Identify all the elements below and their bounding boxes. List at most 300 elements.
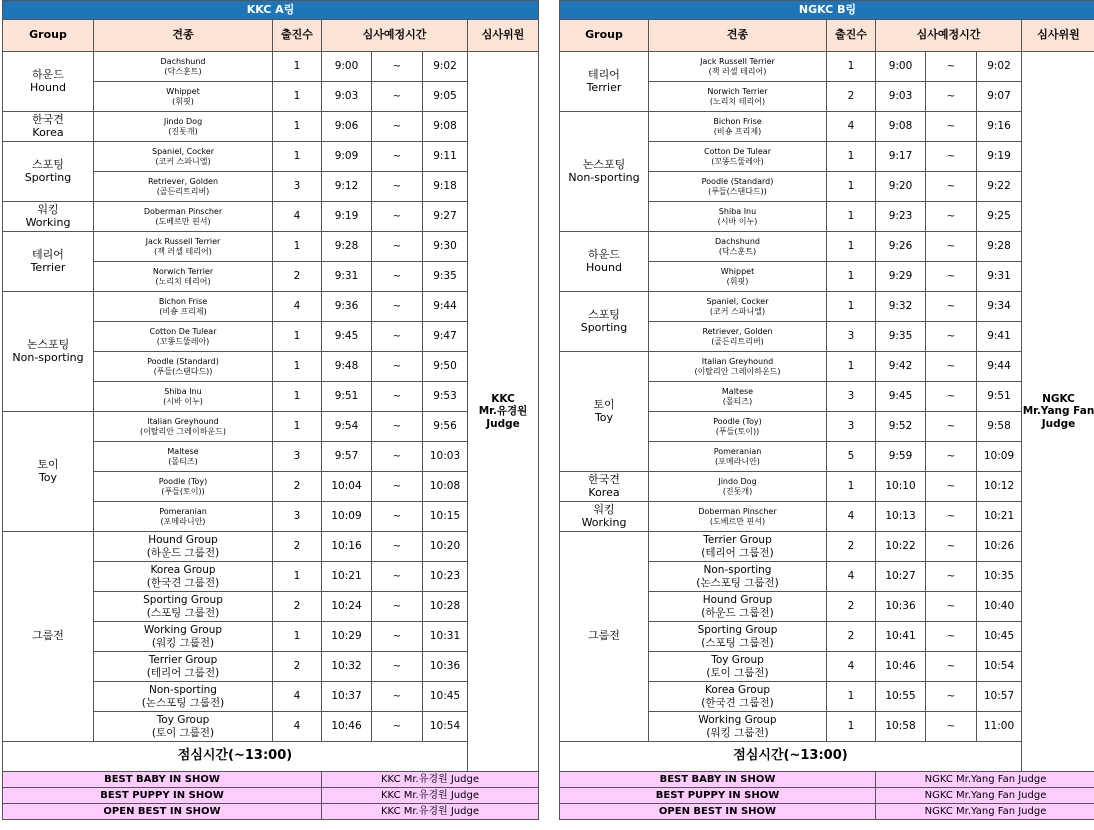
time-separator: ~ <box>926 442 977 472</box>
breed-cell <box>649 682 827 712</box>
end-time: 10:36 <box>423 652 468 682</box>
table-row <box>3 202 539 232</box>
ring-title: KKC A링 <box>3 1 539 20</box>
end-time: 9:30 <box>423 232 468 262</box>
group-name-en: Working <box>25 215 71 229</box>
header-judge: 심사위원 <box>468 20 539 52</box>
breed-name-en: Retriever, Golden <box>147 177 219 187</box>
time-separator: ~ <box>926 532 977 562</box>
breed-name-en: Pomeranian <box>713 447 762 457</box>
group-name-ko: 한국견 <box>588 472 620 486</box>
start-time: 10:21 <box>322 562 372 592</box>
breed-name-ko: (코커 스파니엘) <box>155 156 211 166</box>
entry-count: 1 <box>273 52 322 82</box>
ring-title-row <box>560 1 1094 20</box>
breed-cell <box>94 382 273 412</box>
breed-name-en: Shiba Inu <box>164 387 202 397</box>
entry-count: 1 <box>273 322 322 352</box>
breed-name-ko: (토이 그룹전) <box>706 666 769 679</box>
group-name-en: Toy <box>594 410 614 424</box>
breed-name-en: Doberman Pinscher <box>143 207 223 217</box>
group-name-en: Korea <box>32 125 64 139</box>
breed-name-ko: (시바 이누) <box>717 216 758 226</box>
group-name-ko: 토이 <box>37 457 59 471</box>
lunch-time: 점심시간(~13:00) <box>3 742 468 772</box>
time-separator: ~ <box>926 682 977 712</box>
end-time: 9:50 <box>423 352 468 382</box>
header-row <box>560 20 1094 52</box>
group-cell <box>3 532 94 742</box>
entry-count: 4 <box>273 682 322 712</box>
group-cell <box>3 412 94 532</box>
table-row <box>560 292 1094 322</box>
breed-cell <box>94 322 273 352</box>
entry-count: 4 <box>273 712 322 742</box>
entry-count: 2 <box>827 532 876 562</box>
breed-name-en: Italian Greyhound <box>701 357 774 367</box>
breed-name-ko: (도베르만 핀셔) <box>155 216 211 226</box>
start-time: 9:45 <box>322 322 372 352</box>
judge-cell <box>1022 52 1094 772</box>
start-time: 9:17 <box>876 142 926 172</box>
end-time: 9:18 <box>423 172 468 202</box>
time-separator: ~ <box>372 232 423 262</box>
table-row <box>560 112 1094 142</box>
time-separator: ~ <box>372 322 423 352</box>
start-time: 10:29 <box>322 622 372 652</box>
group-name-ko: 그룹전 <box>588 629 620 643</box>
group-cell <box>3 202 94 232</box>
group-cell <box>3 232 94 292</box>
end-time: 10:12 <box>977 472 1022 502</box>
start-time: 9:31 <box>322 262 372 292</box>
time-separator: ~ <box>372 382 423 412</box>
time-separator: ~ <box>372 472 423 502</box>
start-time: 10:32 <box>322 652 372 682</box>
start-time: 9:19 <box>322 202 372 232</box>
breed-cell <box>94 652 273 682</box>
group-cell <box>560 232 649 292</box>
breed-cell <box>94 502 273 532</box>
breed-name-en: Non-sporting <box>149 684 217 697</box>
entry-count: 4 <box>273 202 322 232</box>
start-time: 9:03 <box>876 82 926 112</box>
breed-name-en: Hound Group <box>148 534 218 547</box>
breed-name-en: Non-sporting <box>703 564 772 577</box>
group-name-ko: 그룹전 <box>32 629 64 643</box>
award-label: OPEN BEST IN SHOW <box>3 804 322 820</box>
breed-name-en: Working Group <box>143 624 223 637</box>
start-time: 10:36 <box>876 592 926 622</box>
award-judge: NGKC Mr.Yang Fan Judge <box>876 804 1094 820</box>
start-time: 10:09 <box>322 502 372 532</box>
breed-name-ko: (한국견 그룹전) <box>701 696 774 709</box>
end-time: 10:09 <box>977 442 1022 472</box>
table-row <box>560 472 1094 502</box>
time-separator: ~ <box>372 502 423 532</box>
breed-name-ko: (골든리트리버) <box>711 336 764 346</box>
breed-cell <box>649 82 827 112</box>
breed-name-ko: (스포팅 그룹전) <box>146 606 220 619</box>
start-time: 9:08 <box>876 112 926 142</box>
breed-name-en: Dachshund <box>715 237 760 247</box>
breed-name-ko: (닥스훈트) <box>164 66 202 76</box>
breed-name-ko: (비숑 프리제) <box>713 126 762 136</box>
entry-count: 2 <box>273 652 322 682</box>
time-separator: ~ <box>372 142 423 172</box>
breed-name-en: Maltese <box>721 387 754 397</box>
breed-cell <box>649 232 827 262</box>
judge-line: Judge <box>1041 417 1076 430</box>
breed-cell <box>94 712 273 742</box>
breed-name-ko: (진돗개) <box>168 126 198 136</box>
group-name-en: Korea <box>588 485 620 499</box>
end-time: 10:35 <box>977 562 1022 592</box>
lunch-row <box>560 742 1094 772</box>
breed-cell <box>94 292 273 322</box>
breed-cell <box>649 172 827 202</box>
breed-name-en: Korea Group <box>150 564 216 577</box>
lunch-row <box>3 742 539 772</box>
group-name-ko: 워킹 <box>37 202 59 216</box>
ring-b-body <box>560 1 1094 820</box>
best-in-show-row <box>3 804 539 820</box>
breed-name-ko: (꼬똥드뚤레아) <box>156 336 210 346</box>
time-separator: ~ <box>926 382 977 412</box>
table-row <box>3 532 539 562</box>
start-time: 9:00 <box>876 52 926 82</box>
end-time: 10:31 <box>423 622 468 652</box>
entry-count: 1 <box>827 52 876 82</box>
judge-line: Judge <box>486 417 520 430</box>
breed-name-en: Toy Group <box>711 654 764 667</box>
group-cell <box>560 352 649 472</box>
group-name-ko: 논스포팅 <box>582 157 626 171</box>
start-time: 10:37 <box>322 682 372 712</box>
start-time: 9:20 <box>876 172 926 202</box>
breed-name-ko: (스포팅 그룹전) <box>701 636 774 649</box>
header-count: 출진수 <box>273 20 322 52</box>
end-time: 10:21 <box>977 502 1022 532</box>
entry-count: 4 <box>827 502 876 532</box>
breed-name-ko: (휘핏) <box>172 96 194 106</box>
ring-a-schedule-table <box>2 0 539 820</box>
breed-cell <box>94 202 273 232</box>
entry-count: 2 <box>827 622 876 652</box>
group-name-ko: 스포팅 <box>588 307 620 321</box>
time-separator: ~ <box>926 472 977 502</box>
breed-name-ko: (노리치 테리어) <box>155 276 211 286</box>
entry-count: 3 <box>827 322 876 352</box>
end-time: 9:28 <box>977 232 1022 262</box>
best-in-show-row <box>560 804 1094 820</box>
breed-name-en: Jindo Dog <box>718 477 757 487</box>
start-time: 10:22 <box>876 532 926 562</box>
group-cell <box>560 52 649 112</box>
end-time: 9:02 <box>977 52 1022 82</box>
breed-cell <box>94 232 273 262</box>
breed-name-en: Whippet <box>720 267 755 277</box>
header-row <box>3 20 539 52</box>
breed-name-en: Shiba Inu <box>718 207 757 217</box>
ring-a-body <box>3 1 539 820</box>
breed-name-en: Sporting Group <box>697 624 778 637</box>
breed-name-ko: (꼬똥드뚤레아) <box>711 156 764 166</box>
breed-cell <box>649 322 827 352</box>
entry-count: 4 <box>827 112 876 142</box>
judge-line: NGKC <box>1042 393 1075 406</box>
start-time: 9:42 <box>876 352 926 382</box>
breed-name-en: Doberman Pinscher <box>698 507 777 517</box>
breed-name-en: Spaniel, Cocker <box>151 147 215 157</box>
time-separator: ~ <box>926 412 977 442</box>
entry-count: 2 <box>273 592 322 622</box>
breed-cell <box>94 532 273 562</box>
breed-name-en: Jack Russell Terrier <box>145 237 221 247</box>
entry-count: 1 <box>827 292 876 322</box>
time-separator: ~ <box>372 442 423 472</box>
judge-line: KKC <box>491 393 515 406</box>
end-time: 9:27 <box>423 202 468 232</box>
end-time: 9:11 <box>423 142 468 172</box>
start-time: 10:16 <box>322 532 372 562</box>
time-separator: ~ <box>926 52 977 82</box>
end-time: 9:31 <box>977 262 1022 292</box>
entry-count: 1 <box>273 142 322 172</box>
breed-name-ko: (휘핏) <box>726 276 749 286</box>
entry-count: 3 <box>273 442 322 472</box>
breed-name-en: Dachshund <box>160 57 206 67</box>
breed-cell <box>94 142 273 172</box>
end-time: 9:02 <box>423 52 468 82</box>
group-name-en: Hound <box>586 260 622 274</box>
group-name-en: Non-sporting <box>12 350 84 364</box>
entry-count: 1 <box>827 682 876 712</box>
breed-name-ko: (논스포팅 그룹전) <box>141 696 225 709</box>
table-row <box>560 532 1094 562</box>
breed-name-en: Sporting Group <box>143 594 223 607</box>
entry-count: 2 <box>827 592 876 622</box>
header-time: 심사예정시간 <box>322 20 468 52</box>
ring-title-row <box>3 1 539 20</box>
breed-name-en: Retriever, Golden <box>702 327 773 337</box>
breed-name-en: Norwich Terrier <box>707 87 768 97</box>
breed-name-en: Working Group <box>698 714 777 727</box>
end-time: 9:35 <box>423 262 468 292</box>
breed-cell <box>94 442 273 472</box>
entry-count: 2 <box>273 262 322 292</box>
group-cell <box>560 502 649 532</box>
breed-name-en: Maltese <box>167 447 199 457</box>
breed-name-ko: (한국견 그룹전) <box>146 576 220 589</box>
award-label: BEST PUPPY IN SHOW <box>560 788 876 804</box>
breed-name-ko: (닥스훈트) <box>718 246 757 256</box>
breed-name-en: Poodle (Toy) <box>713 417 762 427</box>
entry-count: 1 <box>273 382 322 412</box>
time-separator: ~ <box>372 292 423 322</box>
breed-cell <box>649 502 827 532</box>
time-separator: ~ <box>372 652 423 682</box>
entry-count: 1 <box>273 622 322 652</box>
time-separator: ~ <box>926 562 977 592</box>
group-name-ko: 테리어 <box>588 67 620 81</box>
group-cell <box>3 142 94 202</box>
start-time: 9:45 <box>876 382 926 412</box>
ring-b-schedule-table <box>559 0 1094 820</box>
end-time: 10:20 <box>423 532 468 562</box>
start-time: 9:59 <box>876 442 926 472</box>
group-cell <box>3 292 94 412</box>
breed-cell <box>94 412 273 442</box>
award-label: BEST PUPPY IN SHOW <box>3 788 322 804</box>
breed-name-ko: (포메라니안) <box>715 456 760 466</box>
start-time: 9:57 <box>322 442 372 472</box>
entry-count: 1 <box>827 262 876 292</box>
breed-name-ko: (코커 스파니엘) <box>709 306 766 316</box>
time-separator: ~ <box>372 112 423 142</box>
breed-cell <box>94 592 273 622</box>
time-separator: ~ <box>372 682 423 712</box>
breed-name-ko: (시바 이누) <box>163 396 203 406</box>
entry-count: 1 <box>273 562 322 592</box>
start-time: 9:28 <box>322 232 372 262</box>
award-judge: NGKC Mr.Yang Fan Judge <box>876 772 1094 788</box>
end-time: 10:45 <box>977 622 1022 652</box>
time-separator: ~ <box>372 412 423 442</box>
breed-cell <box>649 442 827 472</box>
breed-name-ko: (골든리트리버) <box>156 186 210 196</box>
group-name-ko: 논스포팅 <box>26 337 70 351</box>
judge-line: Mr.유경원 <box>478 405 528 418</box>
breed-name-en: Terrier Group <box>148 654 218 667</box>
start-time: 10:13 <box>876 502 926 532</box>
best-in-show-row <box>3 788 539 804</box>
time-separator: ~ <box>926 622 977 652</box>
start-time: 9:52 <box>876 412 926 442</box>
breed-name-en: Jindo Dog <box>163 117 203 127</box>
start-time: 10:58 <box>876 712 926 742</box>
start-time: 10:46 <box>322 712 372 742</box>
end-time: 10:03 <box>423 442 468 472</box>
start-time: 10:10 <box>876 472 926 502</box>
table-row <box>560 232 1094 262</box>
breed-name-ko: (잭 러셀 테리어) <box>154 246 212 256</box>
breed-name-ko: (비숑 프리제) <box>159 306 207 316</box>
entry-count: 4 <box>827 652 876 682</box>
breed-cell <box>649 382 827 412</box>
breed-name-ko: (푸들(토이)) <box>161 486 205 496</box>
end-time: 10:45 <box>423 682 468 712</box>
breed-cell <box>649 202 827 232</box>
time-separator: ~ <box>926 712 977 742</box>
end-time: 10:08 <box>423 472 468 502</box>
judge-cell <box>468 52 539 772</box>
start-time: 10:55 <box>876 682 926 712</box>
table-row <box>560 52 1094 82</box>
group-name-en: Working <box>581 515 627 529</box>
entry-count: 1 <box>273 232 322 262</box>
end-time: 9:51 <box>977 382 1022 412</box>
start-time: 9:48 <box>322 352 372 382</box>
table-row <box>3 412 539 442</box>
breed-name-ko: (하운드 그룹전) <box>701 606 774 619</box>
table-row <box>3 52 539 82</box>
end-time: 9:58 <box>977 412 1022 442</box>
time-separator: ~ <box>926 262 977 292</box>
start-time: 9:35 <box>876 322 926 352</box>
breed-name-en: Terrier Group <box>703 534 772 547</box>
entry-count: 1 <box>273 352 322 382</box>
start-time: 9:32 <box>876 292 926 322</box>
start-time: 10:04 <box>322 472 372 502</box>
award-label: BEST BABY IN SHOW <box>3 772 322 788</box>
end-time: 10:57 <box>977 682 1022 712</box>
breed-name-en: Poodle (Standard) <box>147 357 219 367</box>
time-separator: ~ <box>926 502 977 532</box>
end-time: 9:07 <box>977 82 1022 112</box>
best-in-show-row <box>560 788 1094 804</box>
end-time: 10:54 <box>977 652 1022 682</box>
time-separator: ~ <box>926 82 977 112</box>
breed-name-ko: (이탈리안 그레이하운드) <box>694 366 781 376</box>
breed-name-en: Pomeranian <box>159 507 207 517</box>
lunch-time: 점심시간(~13:00) <box>560 742 1022 772</box>
breed-cell <box>94 472 273 502</box>
group-name-en: Terrier <box>30 260 66 274</box>
best-in-show-row <box>3 772 539 788</box>
breed-cell <box>94 682 273 712</box>
header-breed: 견종 <box>94 20 273 52</box>
breed-name-ko: (포메라니안) <box>160 516 206 526</box>
group-cell <box>560 532 649 742</box>
end-time: 10:28 <box>423 592 468 622</box>
breed-name-ko: (논스포팅 그룹전) <box>696 576 779 589</box>
end-time: 11:00 <box>977 712 1022 742</box>
group-name-en: Toy <box>38 470 58 484</box>
start-time: 9:54 <box>322 412 372 442</box>
time-separator: ~ <box>926 652 977 682</box>
breed-name-ko: (진돗개) <box>722 486 753 496</box>
entry-count: 1 <box>827 232 876 262</box>
breed-name-ko: (이탈리안 그레이하운드) <box>139 426 227 436</box>
time-separator: ~ <box>372 352 423 382</box>
time-separator: ~ <box>372 82 423 112</box>
start-time: 9:12 <box>322 172 372 202</box>
entry-count: 4 <box>827 562 876 592</box>
breed-name-en: Poodle (Standard) <box>701 177 774 187</box>
group-name-ko: 토이 <box>593 397 615 411</box>
group-cell <box>560 292 649 352</box>
time-separator: ~ <box>926 202 977 232</box>
time-separator: ~ <box>372 202 423 232</box>
end-time: 9:05 <box>423 82 468 112</box>
breed-name-ko: (토이 그룹전) <box>151 726 215 739</box>
table-row <box>3 232 539 262</box>
breed-name-ko: (테리어 그룹전) <box>701 546 774 559</box>
entry-count: 1 <box>827 202 876 232</box>
breed-name-ko: (푸들(스탠다드)) <box>153 366 213 376</box>
entry-count: 5 <box>827 442 876 472</box>
group-name-ko: 하운드 <box>32 67 64 81</box>
time-separator: ~ <box>372 262 423 292</box>
end-time: 9:25 <box>977 202 1022 232</box>
breed-name-en: Italian Greyhound <box>147 417 219 427</box>
start-time: 9:03 <box>322 82 372 112</box>
start-time: 9:29 <box>876 262 926 292</box>
group-name-en: Terrier <box>586 80 622 94</box>
breed-cell <box>649 622 827 652</box>
end-time: 9:08 <box>423 112 468 142</box>
